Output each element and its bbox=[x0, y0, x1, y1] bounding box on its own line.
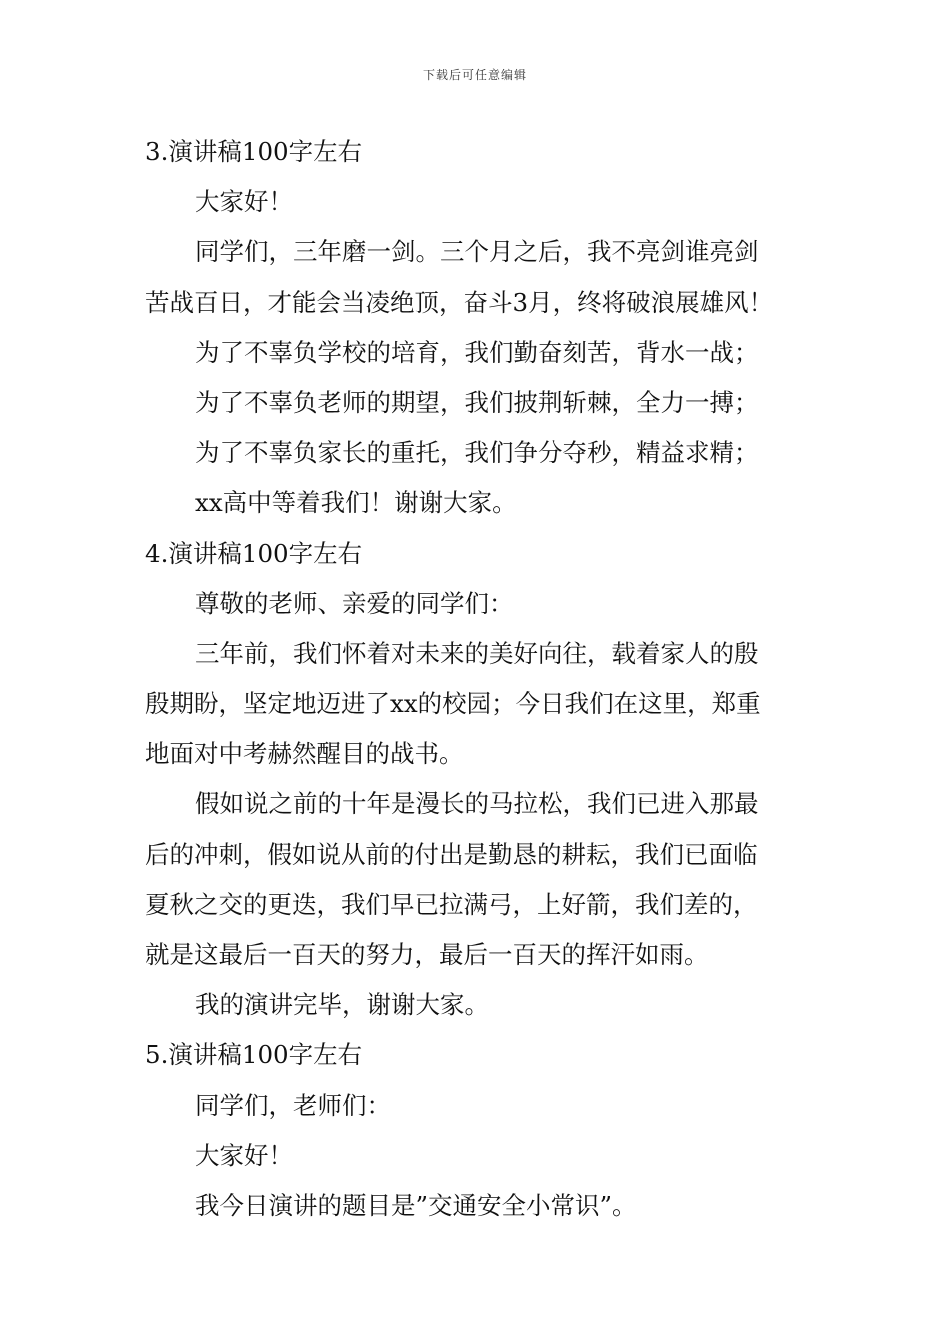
paragraph-line: 夏秋之交的更迭，我们早已拉满弓，上好箭，我们差的， bbox=[145, 889, 758, 919]
paragraph-line: xx高中等着我们！谢谢大家。 bbox=[195, 488, 517, 518]
paragraph-line: 同学们，三年磨一剑。三个月之后，我不亮剑谁亮剑 bbox=[195, 237, 759, 267]
paragraph-line: 就是这最后一百天的努力，最后一百天的挥汗如雨。 bbox=[145, 940, 709, 969]
paragraph-line: 同学们，老师们： bbox=[195, 1090, 391, 1120]
paragraph-line: 假如说之前的十年是漫长的马拉松，我们已进入那最 bbox=[195, 789, 759, 819]
paragraph-line: 尊敬的老师、亲爱的同学们： bbox=[195, 588, 514, 618]
paragraph-line: 为了不辜负家长的重托，我们争分夺秒，精益求精； bbox=[195, 438, 759, 468]
paragraph-line: 后的冲刺，假如说从前的付出是勤恳的耕耘，我们已面临 bbox=[145, 839, 758, 869]
document-body bbox=[145, 127, 810, 1231]
paragraph-line: 为了不辜负学校的培育，我们勤奋刻苦，背水一战； bbox=[195, 337, 759, 367]
paragraph-line: 大家好！ bbox=[195, 1140, 293, 1170]
paragraph-line: 苦战百日，才能会当凌绝顶，奋斗3月，终将破浪展雄风！ bbox=[145, 287, 774, 317]
paragraph-line: 三年前，我们怀着对未来的美好向往，载着家人的殷 bbox=[195, 638, 759, 668]
section-title: 3.演讲稿100字左右 bbox=[145, 137, 363, 166]
section-title: 5.演讲稿100字左右 bbox=[145, 1040, 363, 1070]
paragraph-line: 地面对中考赫然醒目的战书。 bbox=[145, 739, 464, 769]
paragraph-line: 大家好！ bbox=[195, 187, 293, 217]
page-header-note: 下载后可任意编辑 bbox=[422, 68, 527, 82]
paragraph-line: 殷期盼，坚定地迈进了xx的校园；今日我们在这里，郑重 bbox=[145, 689, 761, 719]
paragraph-line: 我的演讲完毕，谢谢大家。 bbox=[195, 990, 489, 1020]
paragraph-line: 为了不辜负老师的期望，我们披荆斩棘，全力一搏； bbox=[195, 387, 759, 417]
section-title: 4.演讲稿100字左右 bbox=[145, 538, 363, 568]
paragraph-line: 我今日演讲的题目是”交通安全小常识”。 bbox=[195, 1190, 637, 1220]
